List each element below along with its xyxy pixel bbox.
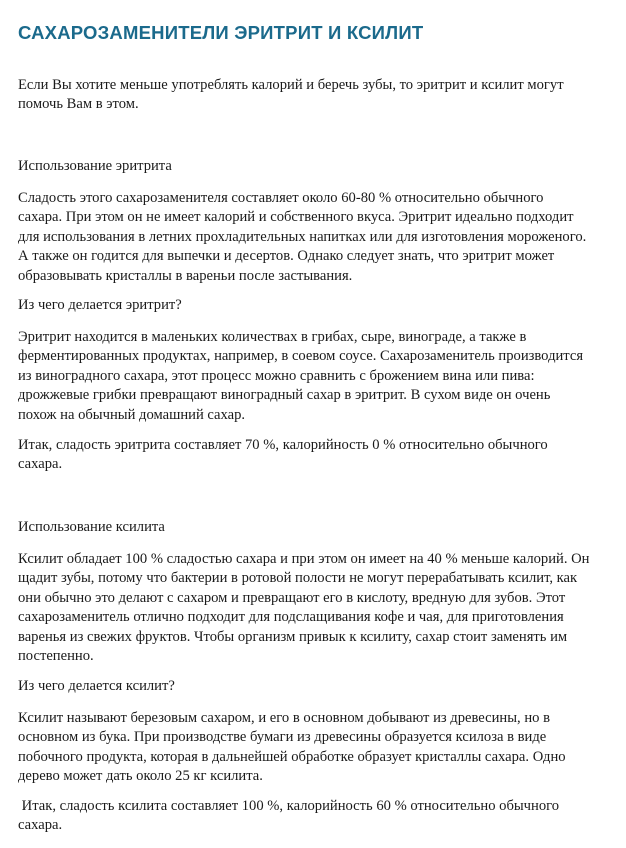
xylitol-usage-paragraph: Ксилит обладает 100 % сладостью сахара и при этом он имеет на 40 % меньше калорий. Он щадит зубы, потому что бактерии в ротовой полости не могут перерабатывать ксилит, как они обычно это делают с сахаром и превращают его в кислоту, вредную для зубов. Этот сахарозаменитель отлично подходит для подслащивания кофе и чая, для приготовления варенья из свежих фруктов. Чтобы организм привык к ксилиту, сахар стоит заменять им постепенно.	[18, 551, 590, 665]
erythritol-usage-paragraph: Сладость этого сахарозаменителя составляет около 60-80 % относительно обычного сахара. При этом он не имеет калорий и собственного вкуса. Эритрит идеально подходит для использования в летних прохладительных напитках или для изготовления мороженого. А также он годится для выпечки и десертов. Однако следует знать, что эритрит может образовывать кристаллы в вареньи после застывания.	[18, 190, 587, 284]
article-title: САХАРОЗАМЕНИТЕЛИ ЭРИТРИТ И КСИЛИТ	[18, 22, 424, 43]
intro-paragraph: Если Вы хотите меньше употреблять калорий и беречь зубы, то эритрит и ксилит могут помочь Вам в этом.	[18, 77, 564, 113]
xylitol-origin-heading: Из чего делается ксилит?	[18, 678, 175, 694]
erythritol-usage-heading: Использование эритрита	[18, 158, 172, 174]
xylitol-summary: Итак, сладость ксилита составляет 100 %, калорийность 60 % относительно обычного сахара.	[18, 798, 560, 834]
erythritol-origin-paragraph: Эритрит находится в маленьких количествах в грибах, сыре, винограде, а также в ферментированных продуктах, например, в соевом соусе. Сахарозаменитель производится из виноградного сахара, этот процесс можно сравнить с брожением вина или пива: дрожжевые грибки превращают виноградный сахар в эритрит. В сухом виде он очень похож на обычный домашний сахар.	[18, 329, 584, 423]
xylitol-usage-heading: Использование ксилита	[18, 519, 165, 535]
xylitol-origin-paragraph: Ксилит называют березовым сахаром, и его в основном добывают из древесины, но в основном из бука. При производстве бумаги из древесины образуется ксилоза в виде побочного продукта, которая в дальнейшей обработке образует кристаллы сахара. Одно дерево может дать около 25 кг ксилита.	[18, 710, 566, 785]
erythritol-origin-heading: Из чего делается эритрит?	[18, 297, 182, 313]
erythritol-summary: Итак, сладость эритрита составляет 70 %, калорийность 0 % относительно обычного сахара.	[18, 437, 548, 473]
